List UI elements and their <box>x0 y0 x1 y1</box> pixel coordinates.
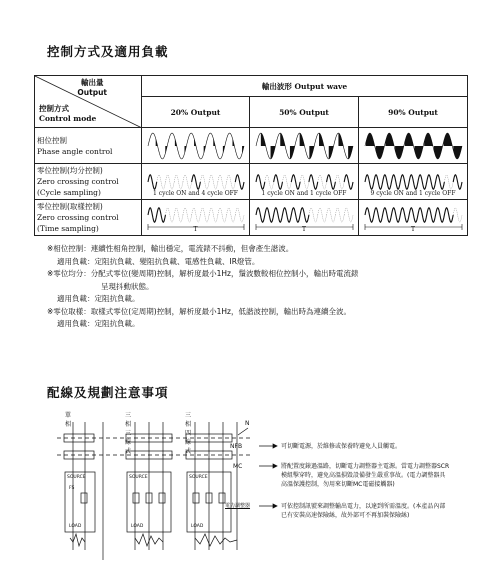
phase-waveform-90 <box>359 129 468 163</box>
label-single-phase: 單相 <box>65 412 72 428</box>
note-cycle: ※零位均分：分配式零位(變周期)控制，解析度最小1Hz，鬚波數較相位控制小，輸出時電流錶 <box>47 269 359 278</box>
legend-key-power-regulator: 電力調整器 <box>225 503 251 509</box>
table-row-phase <box>35 128 468 164</box>
waveform-caption: 1 cycle ON and 4 cycle OFF <box>153 190 238 197</box>
waveform-off-cycles <box>309 207 353 221</box>
waveform-conducting-area <box>156 138 244 153</box>
label-three-phase-3w: 三相三線式 <box>125 412 132 455</box>
label-source: SOURCE <box>67 475 86 480</box>
note-time: ※零位取樣：取樣式零位(定周期)控制，解析度最小1Hz，低諧波控制，輸出時為連續全波。 <box>47 306 351 316</box>
row-label-en2: (Cycle sampling) <box>37 188 101 197</box>
row-label-en: Zero crossing control <box>37 213 119 222</box>
corner-mode-cn: 控制方式 <box>39 104 69 113</box>
corner-output-en: Output <box>77 88 107 97</box>
column-50-header: 50% Output <box>250 97 359 128</box>
waveform-caption: 9 cycle ON and 1 cycle OFF <box>370 190 456 197</box>
row-label-en: Phase angle control <box>37 146 113 156</box>
section-title-control: 控制方式及適用負載 <box>47 44 169 59</box>
waveform-on-cycles <box>256 207 309 221</box>
legend-text-mc: 將配置度錶過溫路，切斷電力調整器主電源。當電力調整器SCR模組擊穿時，避免高溫損毀設備發生嚴重事故。(電力調整器具高溫保護控制，勿用來切斷MC電磁接觸器) <box>281 463 450 488</box>
waveform-conducting-area <box>366 133 462 159</box>
label-load: LOAD <box>69 524 82 529</box>
label-load: LOAD <box>131 524 144 529</box>
label-three-phase-4w: 三相四線式 <box>185 412 192 455</box>
waveform-on-cycles <box>148 207 165 221</box>
waveform-outline <box>148 133 244 159</box>
waveform-off-cycles <box>165 207 244 221</box>
waveform-on-cycles <box>365 207 453 221</box>
row-label-cn: 零位控制(均分控制) <box>37 166 103 175</box>
note-phase: ※相位控制：連續性相角控制，輸出穩定，電流錶不抖動，但會產生諧波。 <box>47 244 294 253</box>
legend-key-mc: MC <box>233 463 243 470</box>
waveform-off-cycles <box>453 207 462 221</box>
phase-waveform-20 <box>142 129 250 163</box>
corner-output-cn: 輸出量 <box>80 78 104 87</box>
legend-text-power-regulator: 可依控制訊號來調整輸出電力，以達到所需溫度。(本產品內部已有安裝高速保險絲，故外部可不再加裝保險絲) <box>281 503 446 519</box>
note-phase-load: 適用負載：定阻抗負載、變阻抗負載、電感性負載、IR燈管。 <box>57 256 260 266</box>
table-corner-cell <box>35 76 142 128</box>
table-row-cycle <box>35 164 468 200</box>
legend-text-nfb: 可切斷電源，於維修或保養時避免人員觸電。 <box>281 443 402 450</box>
section-title-wiring: 配線及規劃注意事項 <box>47 385 169 400</box>
waveform-caption: 1 cycle ON and 1 cycle OFF <box>261 190 347 197</box>
label-neutral: N <box>245 420 250 427</box>
period-label: T <box>301 226 306 233</box>
waveform-off-cycles <box>444 174 453 188</box>
notes-block <box>47 243 467 331</box>
control-mode-table <box>34 75 468 236</box>
phase-waveform-50 <box>250 129 359 163</box>
label-load: LOAD <box>191 524 204 529</box>
corner-mode-en: Control mode <box>39 114 97 123</box>
output-wave-header: 輸出波形 Output wave <box>142 76 468 97</box>
row-label-cn: 相位控制 <box>37 135 67 145</box>
row-label-en2: (Time sampling) <box>37 224 99 233</box>
label-source: SOURCE <box>129 475 148 480</box>
period-label: T <box>411 226 416 233</box>
table-row-time <box>35 200 468 236</box>
label-source: SOURCE <box>189 475 208 480</box>
row-label-en: Zero crossing control <box>37 177 119 186</box>
period-label: T <box>193 226 198 233</box>
note-time-load: 適用負載：定阻抗負載。 <box>57 319 140 328</box>
column-20-header: 20% Output <box>142 97 250 128</box>
label-fs: FS <box>69 486 75 491</box>
legend-key-nfb: NFB <box>230 443 243 450</box>
column-90-header: 90% Output <box>359 97 468 128</box>
row-label-cn: 零位控制(取樣控制) <box>37 202 103 211</box>
note-cycle-load: 適用負載：定阻抗負載。 <box>57 294 140 303</box>
note-cycle-cont: 呈現抖動狀態。 <box>101 281 154 291</box>
